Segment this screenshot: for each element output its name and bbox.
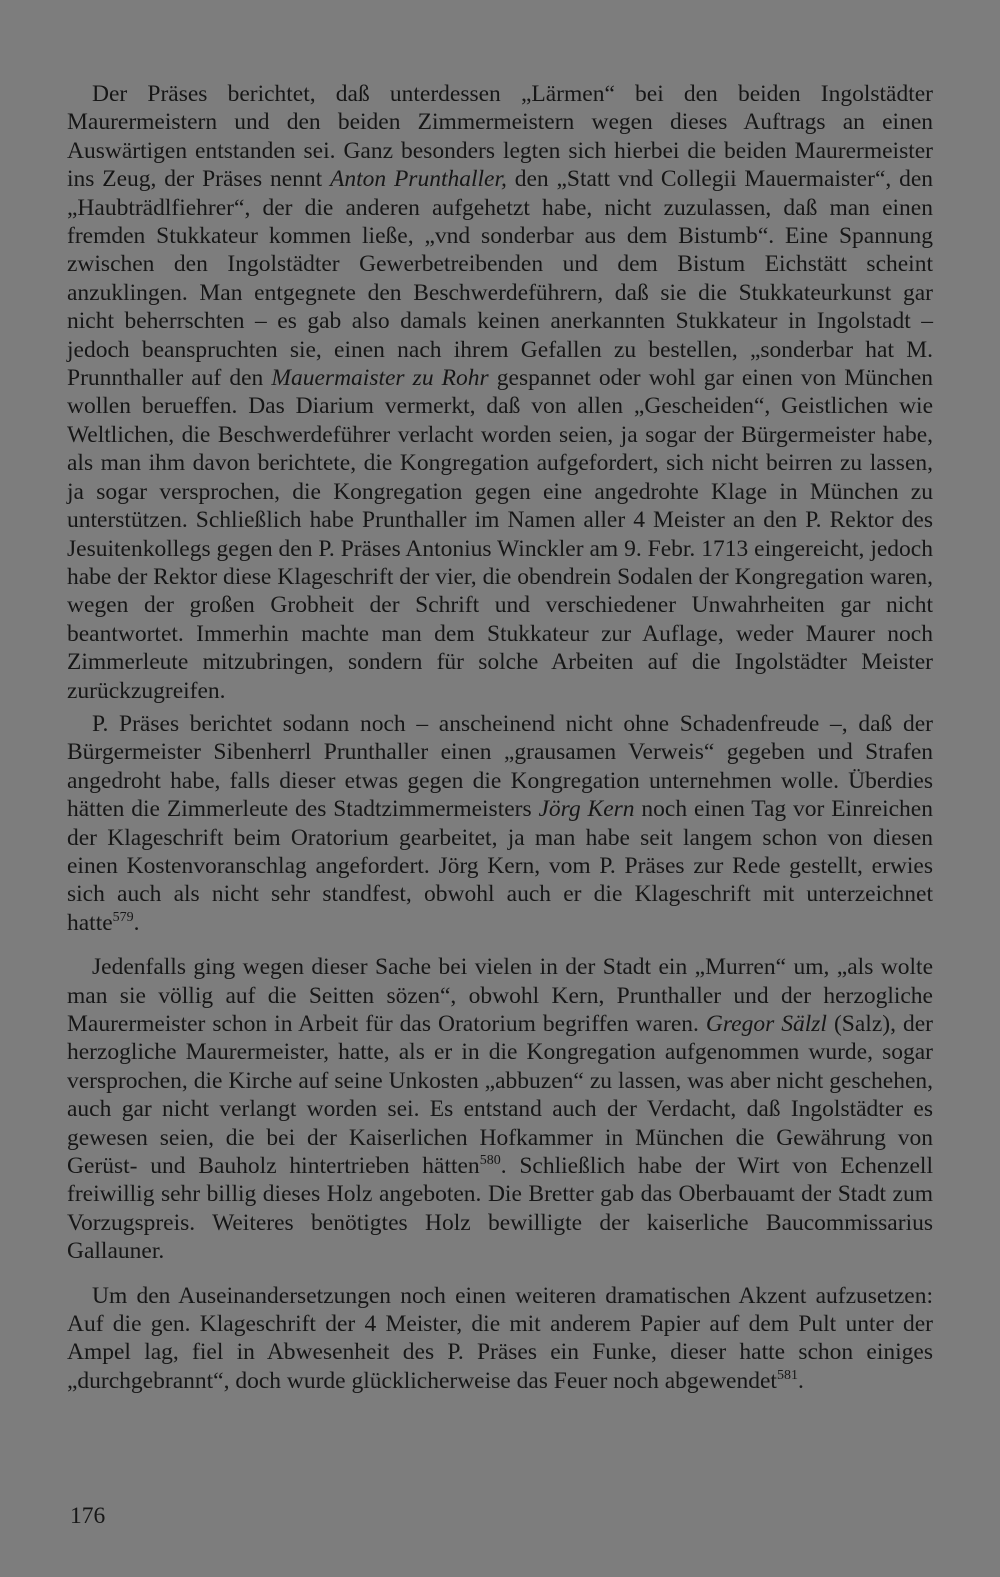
text-run: . (133, 909, 140, 936)
paragraph-1 (67, 80, 933, 705)
text-run: P. Präses berichtet sodann noch – anscheinend nicht ohne Schadenfreude –, daß der Bürgermeister Sibenherrl Prunthaller einen „grausamen Verweis“ gegeben und Strafen angedroht habe, falls dieser etwas gegen die Kongregation unternehmen wolle. Überdies hätten die Zimmerleute des Stadtzimmermeisters (67, 710, 933, 823)
text-run: . Schließlich habe der Wirt von Echenzell freiwillig sehr billig dieses Holz angeboten. Die Bretter gab das Oberbauamt der Stadt zum Vorzugspreis. Weiteres benötigtes Holz bewilligte der kaiserliche Baucommissarius Gallauner. (67, 1153, 933, 1265)
text-run: Der Präses berichtet, daß unterdessen „Lärmen“ bei den beiden Ingolstädter Maurermeistern und den beiden Zimmermeistern wegen dieses Auftrags an einen Auswärtigen entstanden sei. Ganz besonders legten sich hierbei die beiden Maurermeister ins Zeug, der Präses nennt (67, 81, 933, 193)
italic-name: Mauermaister zu Rohr (271, 365, 489, 392)
paragraph-2 (67, 710, 933, 937)
italic-name: Jörg Kern (538, 796, 635, 823)
text-run: den „Statt vnd Collegii Mauermaister“, den „Haubträdlfiehrer“, der die anderen aufgehetzt habe, nicht zuzulassen, daß man einen fremden Stukkateur kommen ließe, „vnd sonderbar aus dem Bistumb“. Eine Spannung zwischen den Ingolstädter Gewerbetreibenden und dem Bistum Eichstätt scheint anzuklingen. Man entgegnete den Beschwerdeführern, daß sie die Stukkateurkunst gar nicht beherrschten – es gab also damals keinen anerkannten Stukkateur in Ingolstadt – jedoch beanspruchten sie, einen nach ihrem Gefallen zu bestellen, „sonderbar hat M. Prunnthaller auf den (67, 166, 933, 392)
italic-name: Gregor Sälzl (705, 1011, 827, 1037)
paragraph-4 (67, 1282, 933, 1396)
footnote-ref: 579 (112, 909, 134, 925)
page-number: 176 (70, 1503, 106, 1529)
text-run: gespannet oder wohl gar einen von München wollen berueffen. Das Diarium vermerkt, daß von allen „Gescheiden“, Geistlichen wie Weltlichen, die Beschwerdeführer verlacht worden seien, ja sogar der Bürgermeister habe, als man ihm davon berichtete, die Kongregation aufgefordert, sich nicht beirren zu lassen, ja sogar versprochen, die Kongregation gegen eine angedrohte Klage in München zu unterstützen. Schließlich habe Prunthaller im Namen aller 4 Meister an den P. Rektor des Jesuitenkollegs gegen den P. Präses Antonius Winckler am 9. Febr. 1713 eingereicht, jedoch habe der Rektor diese Klageschrift der vier, die obendrein Sodalen der Kongregation waren, wegen der großen Grobheit der Schrift und verschiedener Unwahrheiten gar nicht beantwortet. Immerhin machte man dem Stukkateur zur Auflage, weder Maurer noch Zimmerleute mitzubringen, sondern für solche Arbeiten auf die Ingolstädter Meister zurückzugreifen. (67, 365, 934, 704)
italic-name: Anton Prunthaller, (329, 166, 507, 193)
text-run: Jedenfalls ging wegen dieser Sache bei vielen in der Stadt ein „Murren“ um, „als wolte man sie völlig auf die Seitten sözen“, obwohl Kern, Prunthaller und der herzogliche Maurermeister schon in Arbeit für das Oratorium begriffen waren. (67, 954, 933, 1037)
text-run: (Salz), der herzogliche Maurermeister, hatte, als er in die Kongregation aufgenommen wurde, sogar versprochen, die Kirche auf seine Unkosten „abbuzen“ zu lassen, was aber nicht geschehen, auch gar nicht verlangt worden sei. Es entstand auch der Verdacht, daß Ingolstädter es gewesen seien, die bei der Kaiserlichen Hofkammer in München die Gewährung von Gerüst- und Bauholz hintertrieben hätten (67, 1011, 933, 1180)
page-body (67, 80, 933, 1395)
footnote-ref: 580 (479, 1153, 501, 1169)
paragraph-3 (67, 953, 933, 1265)
text-run: . (797, 1367, 804, 1394)
text-run: noch einen Tag vor Einreichen der Klageschrift beim Oratorium gearbeitet, ja man habe seit langem schon von diesen einen Kostenvoranschlag angefordert. Jörg Kern, vom P. Präses zur Rede gestellt, erwies sich auch als nicht sehr standfest, obwohl auch er die Klageschrift mit unterzeichnet hatte (67, 796, 933, 936)
text-run: Um den Auseinandersetzungen noch einen weiteren dramatischen Akzent aufzusetzen: Auf die gen. Klageschrift der 4 Meister, die mit anderem Papier auf dem Pult unter der Ampel lag, fiel in Abwesenheit des P. Präses ein Funke, dieser hatte schon einiges „durchgebrannt“, doch wurde glücklicherweise das Feuer noch abgewendet (67, 1282, 933, 1394)
footnote-ref: 581 (776, 1367, 798, 1383)
